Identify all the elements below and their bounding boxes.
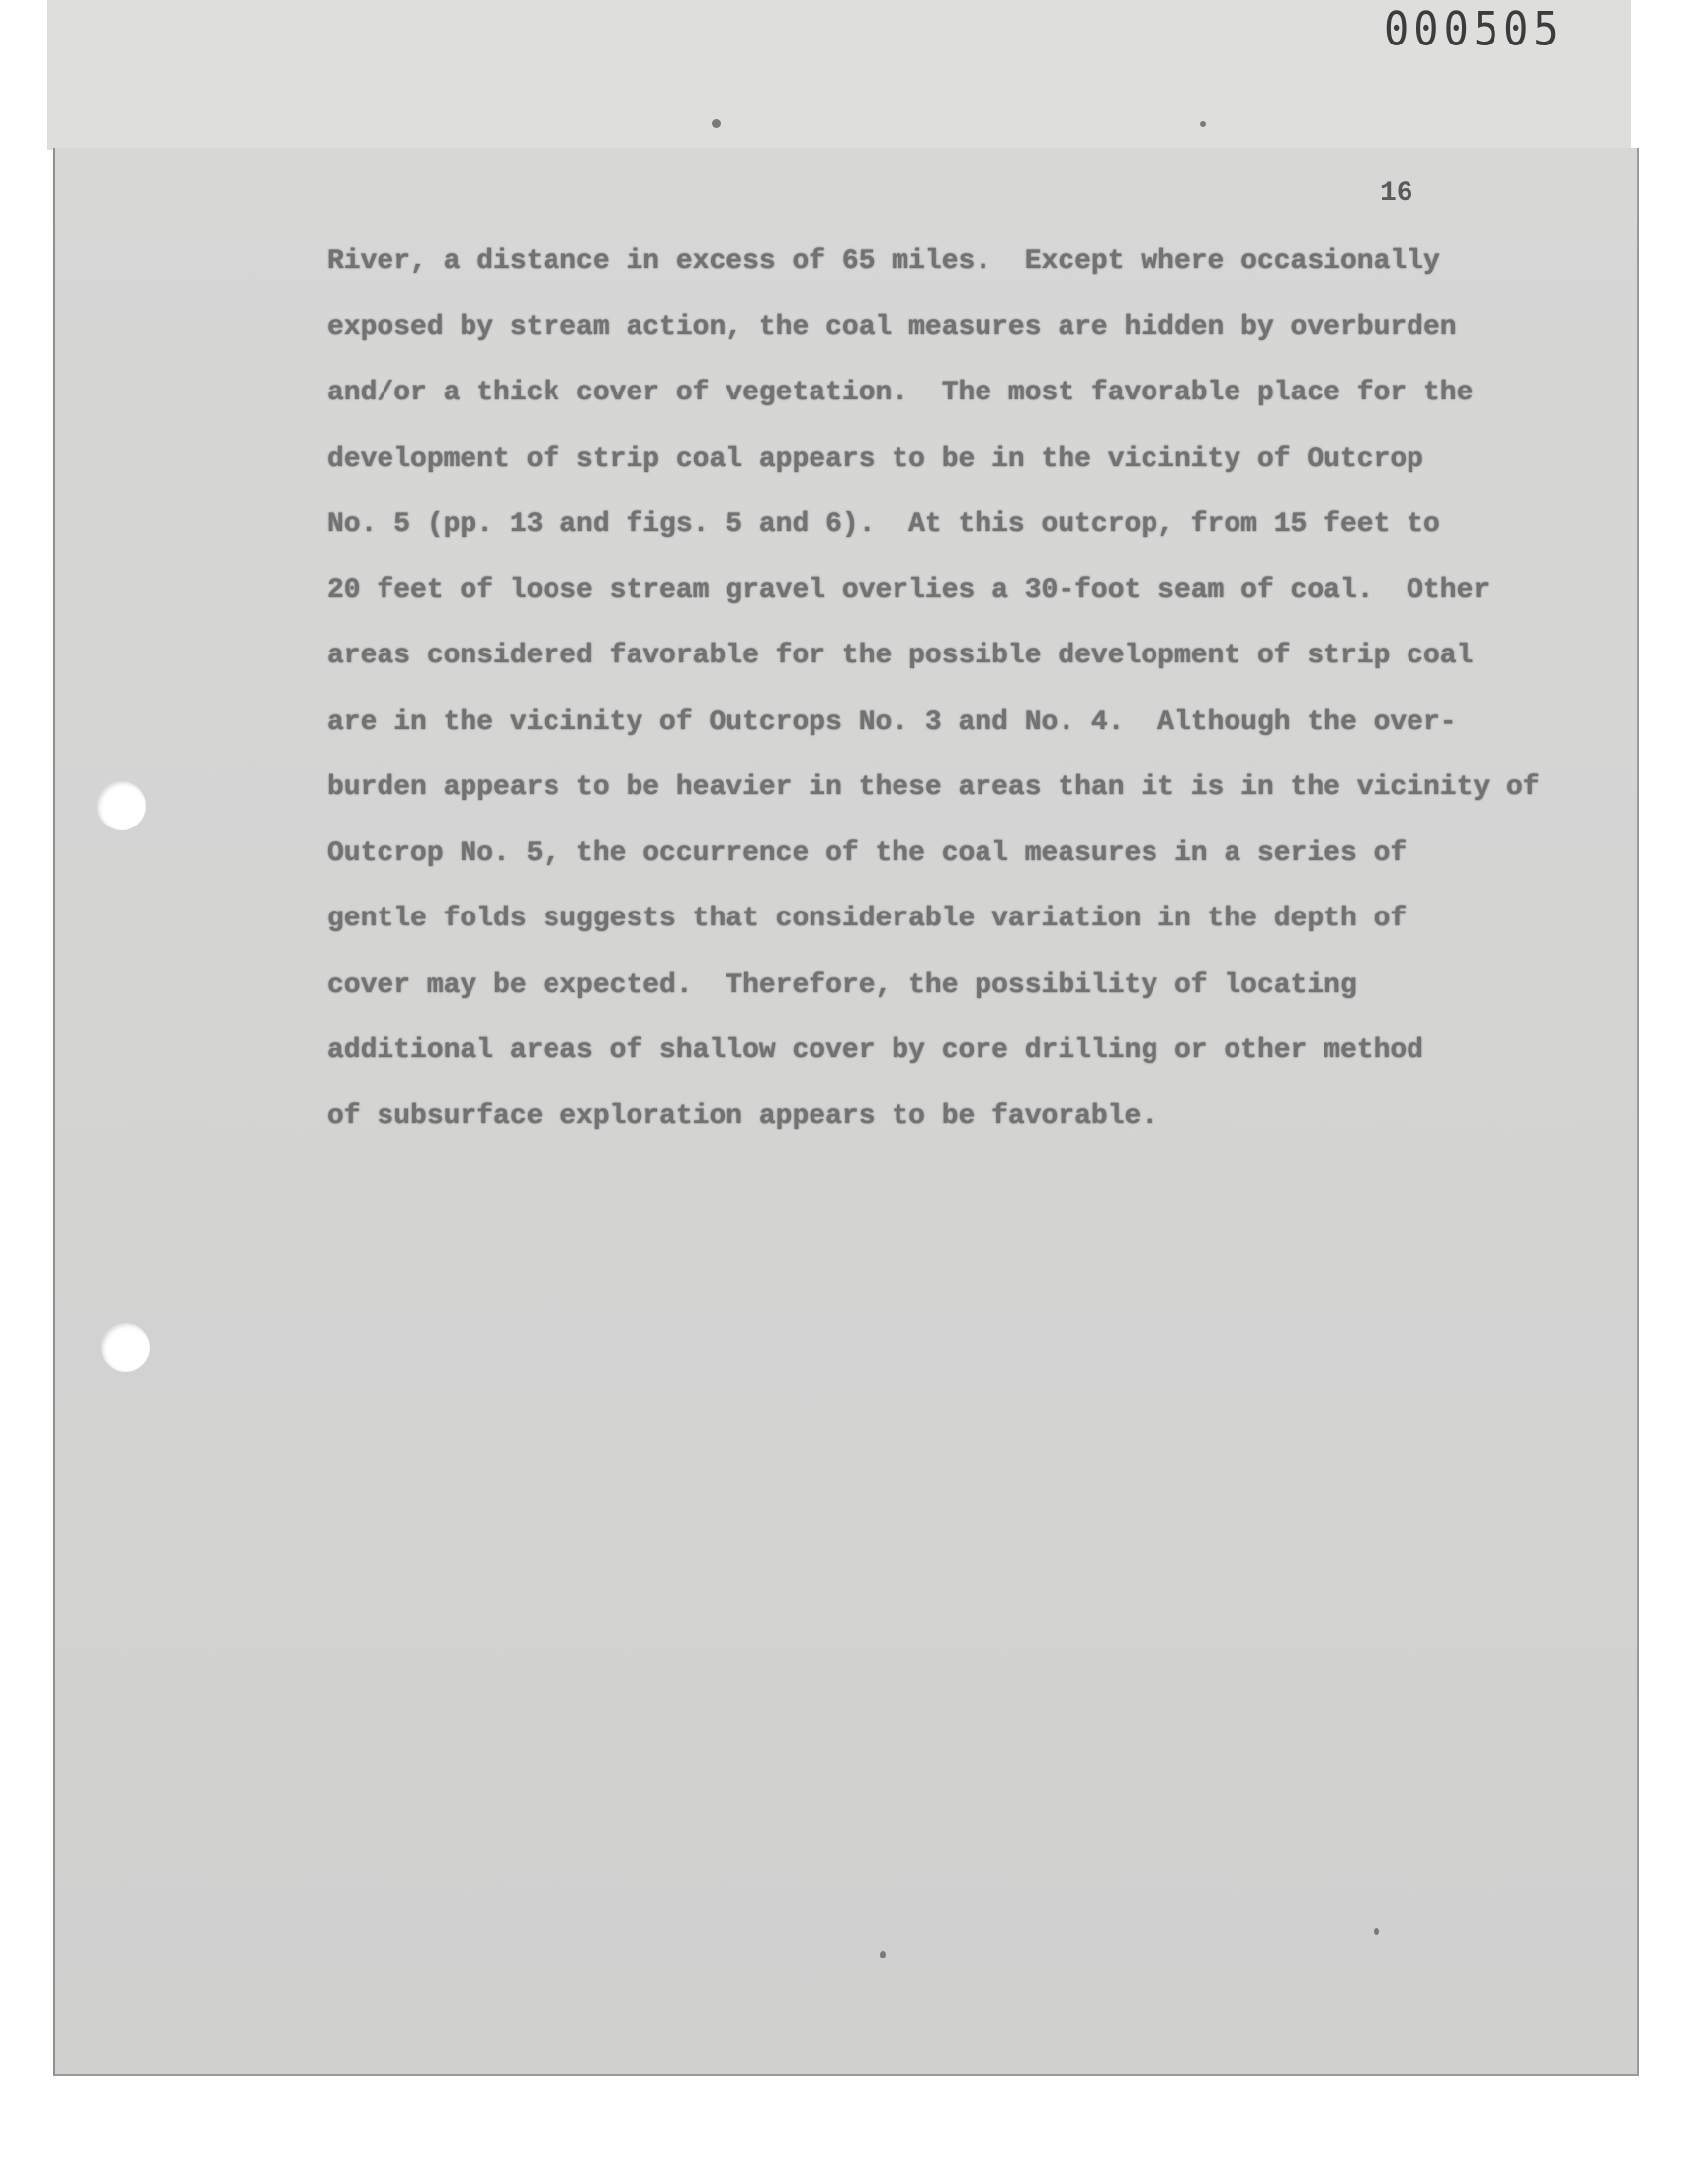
text-line: additional areas of shallow cover by core drilling or other method bbox=[327, 1035, 1423, 1066]
text-line: and/or a thick cover of vegetation. The most favorable place for the bbox=[327, 378, 1474, 408]
scan-speck bbox=[880, 1951, 886, 1958]
text-line: cover may be expected. Therefore, the possibility of locating bbox=[327, 969, 1357, 1000]
text-line: are in the vicinity of Outcrops No. 3 and No. 4. Although the over- bbox=[327, 706, 1457, 738]
text-line: development of strip coal appears to be in the vicinity of Outcrop bbox=[327, 443, 1423, 475]
text-line: areas considered favorable for the possible development of strip coal bbox=[327, 641, 1474, 671]
scan-speck bbox=[1374, 1928, 1379, 1935]
text-line: burden appears to be heavier in these areas than it is in the vicinity of bbox=[327, 772, 1540, 803]
bates-number: 000505 bbox=[1384, 2, 1564, 56]
scan-speck bbox=[712, 119, 721, 128]
body-paragraph bbox=[327, 242, 1553, 1163]
text-line: exposed by stream action, the coal measures are hidden by overburden bbox=[327, 311, 1457, 343]
binder-hole-lower bbox=[101, 1323, 150, 1372]
text-line: 20 feet of loose stream gravel overlies a 30-foot seam of coal. Other bbox=[327, 574, 1491, 606]
text-line: gentle folds suggests that considerable variation in the depth of bbox=[327, 904, 1408, 934]
text-line: of subsurface exploration appears to be favorable. bbox=[327, 1100, 1158, 1132]
binder-hole-upper bbox=[97, 781, 146, 830]
scan-speck bbox=[1200, 121, 1206, 127]
text-line: River, a distance in excess of 65 miles. Except where occasionally bbox=[327, 246, 1440, 277]
page-number: 16 bbox=[1380, 178, 1413, 209]
text-line: No. 5 (pp. 13 and figs. 5 and 6). At this outcrop, from 15 feet to bbox=[327, 509, 1440, 540]
text-line: Outcrop No. 5, the occurrence of the coal measures in a series of bbox=[327, 837, 1408, 869]
